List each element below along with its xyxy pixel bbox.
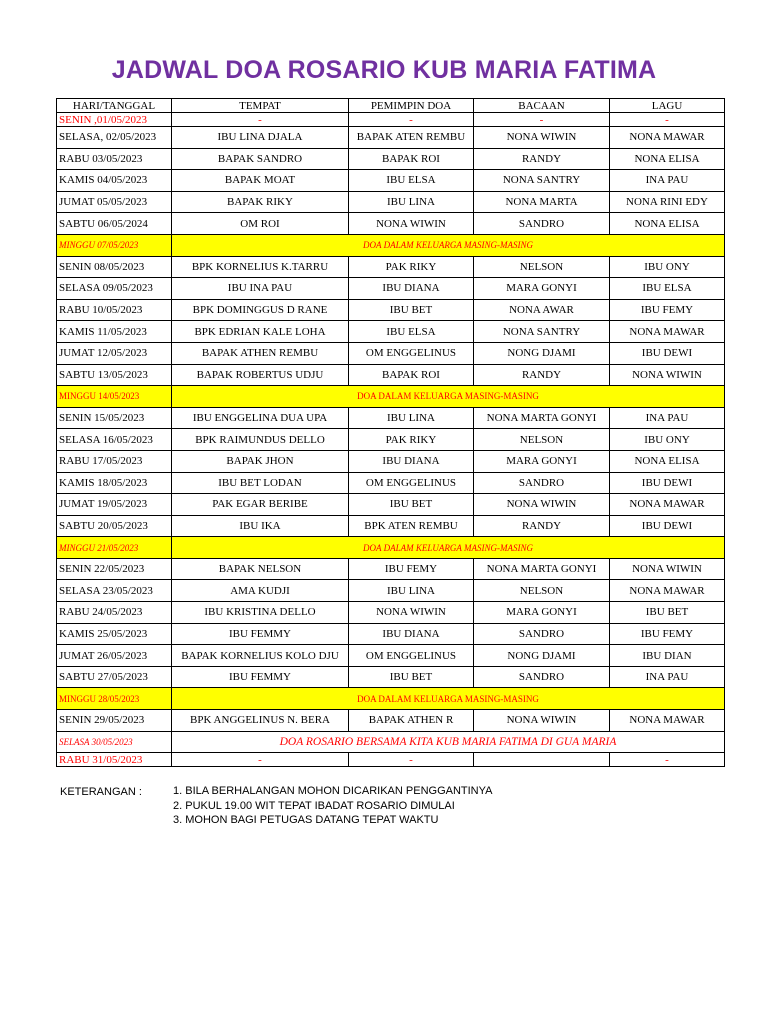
tempat-cell: IBU KRISTINA DELLO (172, 602, 349, 624)
table-row (57, 148, 725, 170)
tempat-cell: BAPAK NELSON (172, 558, 349, 580)
sunday-row (57, 386, 725, 408)
tempat-cell: BAPAK ROBERTUS UDJU (172, 364, 349, 386)
lagu-cell: NONA ELISA (610, 450, 725, 472)
tempat-cell: BAPAK SANDRO (172, 148, 349, 170)
pemimpin-cell: - (349, 753, 474, 767)
tempat-cell: BPK RAIMUNDUS DELLO (172, 429, 349, 451)
table-row (57, 170, 725, 192)
day-cell: MINGGU 14/05/2023 (57, 386, 172, 408)
note-item: 1. BILA BERHALANGAN MOHON DICARIKAN PENGGANTINYA (173, 785, 493, 797)
table-row (57, 580, 725, 602)
table-row (57, 472, 725, 494)
day-cell: JUMAT 12/05/2023 (57, 342, 172, 364)
bacaan-cell: RANDY (474, 515, 610, 537)
lagu-cell: NONA MAWAR (610, 127, 725, 149)
table-row (57, 710, 725, 732)
table-row (57, 191, 725, 213)
day-cell: SABTU 20/05/2023 (57, 515, 172, 537)
day-cell: SENIN ,01/05/2023 (57, 113, 172, 127)
tempat-cell: BPK EDRIAN KALE LOHA (172, 321, 349, 343)
lagu-cell: INA PAU (610, 170, 725, 192)
pemimpin-cell: IBU LINA (349, 407, 474, 429)
tempat-cell: BPK DOMINGGUS D RANE (172, 299, 349, 321)
lagu-cell: IBU DIAN (610, 645, 725, 667)
day-cell: SELASA, 02/05/2023 (57, 127, 172, 149)
tempat-cell: IBU FEMMY (172, 623, 349, 645)
table-row (57, 321, 725, 343)
day-cell: RABU 31/05/2023 (57, 753, 172, 767)
tempat-cell: BAPAK JHON (172, 450, 349, 472)
table-row (57, 278, 725, 300)
day-cell: JUMAT 05/05/2023 (57, 191, 172, 213)
tempat-cell: BAPAK ATHEN REMBU (172, 342, 349, 364)
pemimpin-cell: - (349, 113, 474, 127)
table-row (57, 342, 725, 364)
lagu-cell: IBU BET (610, 602, 725, 624)
pemimpin-cell: IBU DIANA (349, 450, 474, 472)
note-item: 2. PUKUL 19.00 WIT TEPAT IBADAT ROSARIO DIMULAI (173, 799, 455, 812)
lagu-cell: IBU ELSA (610, 278, 725, 300)
tempat-cell: OM ROI (172, 213, 349, 235)
header-tempat: TEMPAT (172, 99, 349, 113)
tempat-cell: PAK EGAR BERIBE (172, 494, 349, 516)
bacaan-cell: NONA MARTA (474, 191, 610, 213)
table-row (57, 602, 725, 624)
pemimpin-cell: BAPAK ROI (349, 148, 474, 170)
header-bacaan: BACAAN (474, 99, 610, 113)
table-row (57, 558, 725, 580)
lagu-cell: - (610, 753, 725, 767)
pemimpin-cell: OM ENGGELINUS (349, 645, 474, 667)
day-cell: KAMIS 11/05/2023 (57, 321, 172, 343)
bacaan-cell: NONA WIWIN (474, 494, 610, 516)
day-cell: MINGGU 21/05/2023 (57, 537, 172, 559)
bacaan-cell: MARA GONYI (474, 278, 610, 300)
lagu-cell: IBU DEWI (610, 472, 725, 494)
bacaan-cell: NONA MARTA GONYI (474, 407, 610, 429)
day-cell: SENIN 15/05/2023 (57, 407, 172, 429)
pemimpin-cell: OM ENGGELINUS (349, 342, 474, 364)
note-cell: DOA DALAM KELUARGA MASING-MASING (172, 386, 725, 408)
day-cell: SABTU 13/05/2023 (57, 364, 172, 386)
table-row (57, 256, 725, 278)
pemimpin-cell: IBU BET (349, 666, 474, 688)
bacaan-cell: NONG DJAMI (474, 645, 610, 667)
tempat-cell: IBU FEMMY (172, 666, 349, 688)
bacaan-cell: NONA AWAR (474, 299, 610, 321)
day-cell: SABTU 06/05/2024 (57, 213, 172, 235)
pemimpin-cell: OM ENGGELINUS (349, 472, 474, 494)
bacaan-cell: RANDY (474, 148, 610, 170)
bacaan-cell: NELSON (474, 580, 610, 602)
bacaan-cell: NONA MARTA GONYI (474, 558, 610, 580)
lagu-cell: NONA WIWIN (610, 364, 725, 386)
lagu-cell: - (610, 113, 725, 127)
lagu-cell: NONA RINI EDY (610, 191, 725, 213)
bacaan-cell (474, 753, 610, 767)
tempat-cell: BAPAK RIKY (172, 191, 349, 213)
lagu-cell: IBU FEMY (610, 299, 725, 321)
sunday-row (57, 537, 725, 559)
note-cell: DOA ROSARIO BERSAMA KITA KUB MARIA FATIMA DI GUA MARIA (172, 731, 725, 753)
table-row (57, 623, 725, 645)
pemimpin-cell: IBU BET (349, 494, 474, 516)
bacaan-cell: NONA SANTRY (474, 321, 610, 343)
day-cell: SENIN 08/05/2023 (57, 256, 172, 278)
day-cell: KAMIS 25/05/2023 (57, 623, 172, 645)
day-cell: SELASA 16/05/2023 (57, 429, 172, 451)
lagu-cell: NONA MAWAR (610, 321, 725, 343)
bacaan-cell: NELSON (474, 256, 610, 278)
pemimpin-cell: BPK ATEN REMBU (349, 515, 474, 537)
header-hari-tanggal: HARI/TANGGAL (57, 99, 172, 113)
bacaan-cell: SANDRO (474, 623, 610, 645)
lagu-cell: NONA MAWAR (610, 710, 725, 732)
lagu-cell: IBU ONY (610, 429, 725, 451)
pemimpin-cell: IBU LINA (349, 580, 474, 602)
table-header-row (57, 99, 725, 113)
tempat-cell: - (172, 753, 349, 767)
tempat-cell: IBU INA PAU (172, 278, 349, 300)
tempat-cell: - (172, 113, 349, 127)
table-row (57, 213, 725, 235)
lagu-cell: NONA MAWAR (610, 580, 725, 602)
bacaan-cell: SANDRO (474, 472, 610, 494)
day-cell: SENIN 29/05/2023 (57, 710, 172, 732)
pemimpin-cell: IBU DIANA (349, 623, 474, 645)
lagu-cell: NONA WIWIN (610, 558, 725, 580)
day-cell: SELASA 30/05/2023 (57, 731, 172, 753)
table-row (57, 450, 725, 472)
day-cell: RABU 03/05/2023 (57, 148, 172, 170)
bacaan-cell: SANDRO (474, 666, 610, 688)
day-cell: JUMAT 26/05/2023 (57, 645, 172, 667)
page-title: JADWAL DOA ROSARIO KUB MARIA FATIMA (111, 56, 657, 84)
tempat-cell: IBU BET LODAN (172, 472, 349, 494)
table-row (57, 666, 725, 688)
pemimpin-cell: IBU ELSA (349, 321, 474, 343)
table-row (57, 127, 725, 149)
sunday-row (57, 234, 725, 256)
tempat-cell: IBU LINA DJALA (172, 127, 349, 149)
pemimpin-cell: NONA WIWIN (349, 602, 474, 624)
note-cell: DOA DALAM KELUARGA MASING-MASING (172, 234, 725, 256)
table-row (57, 299, 725, 321)
table-row (57, 113, 725, 127)
note-item: 3. MOHON BAGI PETUGAS DATANG TEPAT WAKTU (173, 814, 439, 826)
lagu-cell: IBU DEWI (610, 515, 725, 537)
lagu-cell: NONA MAWAR (610, 494, 725, 516)
table-row (57, 407, 725, 429)
pemimpin-cell: PAK RIKY (349, 429, 474, 451)
day-cell: MINGGU 07/05/2023 (57, 234, 172, 256)
pemimpin-cell: BAPAK ATEN REMBU (349, 127, 474, 149)
sunday-row (57, 688, 725, 710)
tempat-cell: IBU ENGGELINA DUA UPA (172, 407, 349, 429)
day-cell: SELASA 09/05/2023 (57, 278, 172, 300)
bacaan-cell: MARA GONYI (474, 602, 610, 624)
special-event-row (57, 731, 725, 753)
lagu-cell: NONA ELISA (610, 148, 725, 170)
bacaan-cell: NONA WIWIN (474, 710, 610, 732)
day-cell: RABU 17/05/2023 (57, 450, 172, 472)
schedule-body (57, 113, 725, 767)
pemimpin-cell: IBU FEMY (349, 558, 474, 580)
day-cell: SELASA 23/05/2023 (57, 580, 172, 602)
lagu-cell: IBU FEMY (610, 623, 725, 645)
lagu-cell: NONA ELISA (610, 213, 725, 235)
header-lagu: LAGU (610, 99, 725, 113)
notes-list (173, 784, 492, 828)
tempat-cell: BPK ANGGELINUS N. BERA (172, 710, 349, 732)
bacaan-cell: MARA GONYI (474, 450, 610, 472)
bacaan-cell: NONG DJAMI (474, 342, 610, 364)
schedule-table (56, 98, 725, 767)
lagu-cell: IBU DEWI (610, 342, 725, 364)
pemimpin-cell: NONA WIWIN (349, 213, 474, 235)
lagu-cell: INA PAU (610, 666, 725, 688)
pemimpin-cell: BAPAK ROI (349, 364, 474, 386)
pemimpin-cell: BAPAK ATHEN R (349, 710, 474, 732)
bacaan-cell: NELSON (474, 429, 610, 451)
table-row (57, 753, 725, 767)
table-row (57, 494, 725, 516)
note-cell: DOA DALAM KELUARGA MASING-MASING (172, 537, 725, 559)
notes-label: KETERANGAN : (60, 786, 142, 798)
pemimpin-cell: IBU ELSA (349, 170, 474, 192)
bacaan-cell: NONA WIWIN (474, 127, 610, 149)
bacaan-cell: SANDRO (474, 213, 610, 235)
pemimpin-cell: IBU DIANA (349, 278, 474, 300)
day-cell: KAMIS 04/05/2023 (57, 170, 172, 192)
bacaan-cell: NONA SANTRY (474, 170, 610, 192)
table-row (57, 364, 725, 386)
day-cell: RABU 10/05/2023 (57, 299, 172, 321)
lagu-cell: IBU ONY (610, 256, 725, 278)
tempat-cell: BAPAK KORNELIUS KOLO DJU (172, 645, 349, 667)
bacaan-cell: RANDY (474, 364, 610, 386)
tempat-cell: BAPAK MOAT (172, 170, 349, 192)
pemimpin-cell: IBU BET (349, 299, 474, 321)
day-cell: KAMIS 18/05/2023 (57, 472, 172, 494)
day-cell: MINGGU 28/05/2023 (57, 688, 172, 710)
header-pemimpin-doa: PEMIMPIN DOA (349, 99, 474, 113)
table-row (57, 645, 725, 667)
note-cell: DOA DALAM KELUARGA MASING-MASING (172, 688, 725, 710)
tempat-cell: IBU IKA (172, 515, 349, 537)
day-cell: RABU 24/05/2023 (57, 602, 172, 624)
lagu-cell: INA PAU (610, 407, 725, 429)
pemimpin-cell: IBU LINA (349, 191, 474, 213)
tempat-cell: AMA KUDJI (172, 580, 349, 602)
bacaan-cell: - (474, 113, 610, 127)
day-cell: SABTU 27/05/2023 (57, 666, 172, 688)
table-row (57, 429, 725, 451)
tempat-cell: BPK KORNELIUS K.TARRU (172, 256, 349, 278)
table-row (57, 515, 725, 537)
day-cell: SENIN 22/05/2023 (57, 558, 172, 580)
day-cell: JUMAT 19/05/2023 (57, 494, 172, 516)
pemimpin-cell: PAK RIKY (349, 256, 474, 278)
